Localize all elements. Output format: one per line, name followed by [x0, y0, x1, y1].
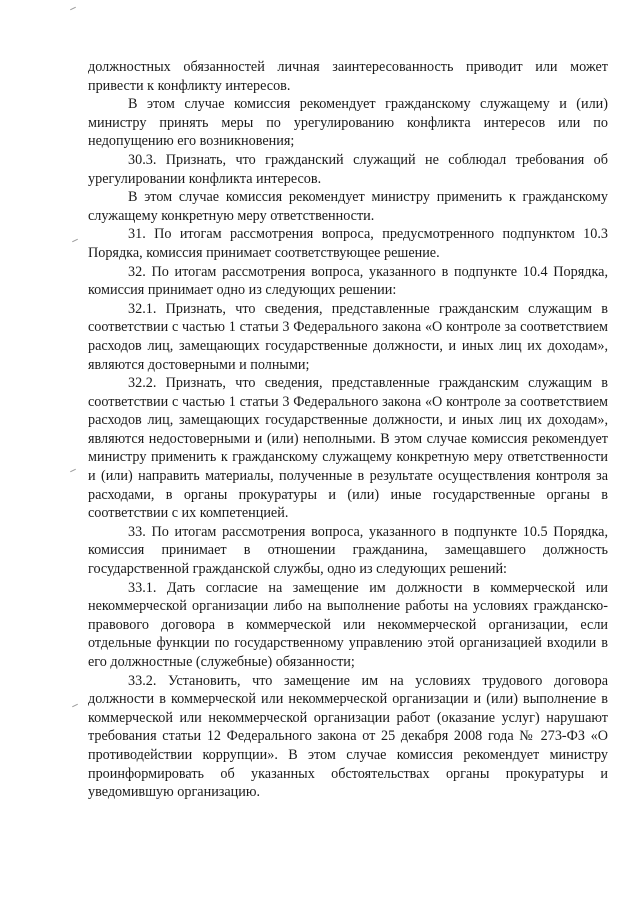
paragraph-33-1: 33.1. Дать согласие на замещение им должности в коммерческой или некоммерческой организации либо на выполнение работы на условиях гражданско-правового договора в коммерческой или некоммерческой организации, если отдельные функции по государственному управлению этой организацией входили в его должностные (служебные) обязанности;: [88, 579, 608, 670]
document-page: [88, 58, 608, 802]
scan-mark: [72, 239, 78, 242]
paragraph-continuation: должностных обязанностей личная заинтересованность приводит или может привести к конфликту интересов.: [88, 59, 608, 94]
scan-mark: [72, 704, 78, 707]
scan-mark: [70, 7, 76, 10]
paragraph-32-2: 32.2. Признать, что сведения, представленные гражданским служащим в соответствии с частью 1 статьи 3 Федерального закона «О контроле за соответствием расходов лиц, замещающих государственные должности, и иных лиц их доходам», являются недостоверными и (или) неполными. В этом случае комиссия рекомендует министру применить к гражданскому служащему конкретную меру ответственности и (или) направить материалы, полученные в результате осуществления контроля за расходами, в органы прокуратуры и (или) иные государственные органы в соответствии с их компетенцией.: [88, 375, 608, 522]
paragraph: В этом случае комиссия рекомендует гражданскому служащему и (или) министру принять меры по урегулированию конфликта интересов или по недопущению его возникновения;: [88, 96, 608, 150]
paragraph-33-2: 33.2. Установить, что замещение им на условиях трудового договора должности в коммерческой или некоммерческой организации и (или) выполнение в коммерческой или некоммерческой организации работ (оказание услуг) нарушают требования статьи 12 Федерального закона от 25 декабря 2008 года № 273-ФЗ «О противодействии коррупции». В этом случае комиссия рекомендует министру проинформировать об указанных обстоятельствах органы прокуратуры и уведомившую организацию.: [88, 672, 608, 801]
scan-mark: [70, 469, 76, 472]
paragraph-31: 31. По итогам рассмотрения вопроса, предусмотренного подпунктом 10.3 Порядка, комиссия принимает соответствующее решение.: [88, 226, 608, 261]
paragraph-33: 33. По итогам рассмотрения вопроса, указанного в подпункте 10.5 Порядка, комиссия принимает в отношении гражданина, замещавшего должность государственной гражданской службы, одно из следующих решений:: [88, 523, 608, 578]
paragraph: В этом случае комиссия рекомендует министру применить к гражданскому служащему конкретную меру ответственности.: [88, 189, 608, 224]
paragraph-30-3: 30.3. Признать, что гражданский служащий не соблюдал требования об урегулировании конфликта интересов.: [88, 151, 608, 187]
paragraph-32: 32. По итогам рассмотрения вопроса, указанного в подпункте 10.4 Порядка, комиссия принимает одно из следующих решении:: [88, 263, 608, 299]
paragraph-32-1: 32.1. Признать, что сведения, представленные гражданским служащим в соответствии с частью 1 статьи 3 Федерального закона «О контроле за соответствием расходов лиц, замещающих государственные должности, и иных лиц их доходам», являются достоверными и полными;: [88, 300, 608, 373]
